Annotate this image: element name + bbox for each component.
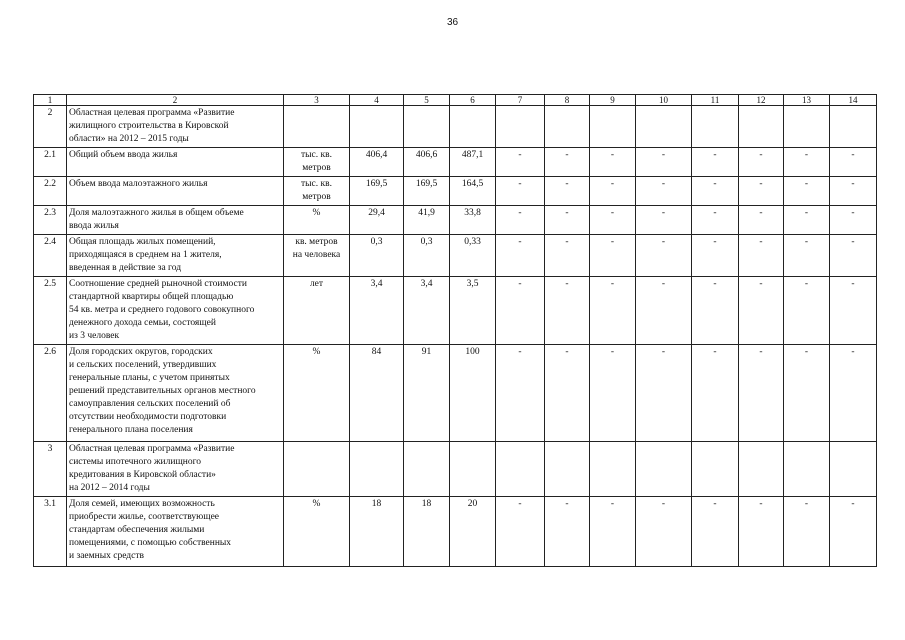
value-cell: - <box>636 277 692 345</box>
value-cell <box>545 442 590 497</box>
value-cell: 487,1 <box>450 148 496 177</box>
value-cell <box>545 106 590 148</box>
value-cell: - <box>784 148 830 177</box>
value-cell: - <box>739 206 784 235</box>
value-cell <box>692 442 739 497</box>
unit-cell <box>284 345 350 442</box>
row-number: 2.1 <box>34 148 67 177</box>
header-cell: 1 <box>34 95 67 106</box>
value-cell: - <box>692 148 739 177</box>
indicators-table <box>33 94 877 567</box>
table-row <box>34 235 877 277</box>
indicator-name-line: приобрести жилье, соответствующее <box>69 512 220 522</box>
unit-line: тыс. кв. <box>301 150 332 160</box>
unit-cell <box>284 442 350 497</box>
value-cell: - <box>496 345 545 442</box>
value-cell <box>496 442 545 497</box>
indicator-name <box>67 345 284 442</box>
indicator-name-line: генеральные планы, с учетом принятых <box>69 373 230 383</box>
table-row <box>34 206 877 235</box>
value-cell <box>636 106 692 148</box>
value-cell: - <box>830 206 877 235</box>
row-number: 3.1 <box>34 497 67 567</box>
unit-line: на человека <box>292 250 341 260</box>
indicator-name-line: отсутствии необходимости подготовки <box>69 412 227 422</box>
value-cell: 3,4 <box>350 277 404 345</box>
value-cell: - <box>830 177 877 206</box>
indicator-name <box>67 177 284 206</box>
indicator-name-line: и сельских поселений, утвердивших <box>69 360 217 370</box>
value-cell: 18 <box>404 497 450 567</box>
table-row <box>34 177 877 206</box>
value-cell: - <box>496 148 545 177</box>
value-cell <box>350 106 404 148</box>
value-cell <box>692 106 739 148</box>
value-cell: - <box>636 235 692 277</box>
value-cell: - <box>636 345 692 442</box>
value-cell: 100 <box>450 345 496 442</box>
value-cell <box>450 106 496 148</box>
unit-line: % <box>312 208 321 218</box>
value-cell: - <box>636 148 692 177</box>
value-cell: - <box>692 177 739 206</box>
value-cell <box>830 106 877 148</box>
value-cell <box>450 442 496 497</box>
indicator-name <box>67 148 284 177</box>
header-row <box>34 95 877 106</box>
value-cell: - <box>590 277 636 345</box>
unit-cell <box>284 177 350 206</box>
indicator-name-line: жилищного строительства в Кировской <box>69 121 229 131</box>
indicator-name-line: денежного дохода семьи, состоящей <box>69 318 216 328</box>
value-cell: 33,8 <box>450 206 496 235</box>
value-cell <box>590 106 636 148</box>
table-row <box>34 106 877 148</box>
unit-line: метров <box>302 192 331 202</box>
value-cell: 0,33 <box>450 235 496 277</box>
row-number: 3 <box>34 442 67 497</box>
value-cell <box>404 106 450 148</box>
indicator-name <box>67 235 284 277</box>
unit-cell <box>284 148 350 177</box>
unit-cell <box>284 235 350 277</box>
page-number: 36 <box>446 17 459 28</box>
indicator-name <box>67 206 284 235</box>
indicator-name-line: генерального плана поселения <box>69 425 193 435</box>
unit-cell <box>284 206 350 235</box>
value-cell: - <box>784 235 830 277</box>
value-cell: - <box>545 277 590 345</box>
unit-cell <box>284 497 350 567</box>
value-cell: - <box>739 235 784 277</box>
value-cell: - <box>692 235 739 277</box>
indicator-name-line: системы ипотечного жилищного <box>69 457 202 467</box>
indicator-name-line: стандартам обеспечения жилыми <box>69 525 205 535</box>
table-row <box>34 148 877 177</box>
value-cell: - <box>545 345 590 442</box>
value-cell: - <box>590 497 636 567</box>
header-cell: 2 <box>67 95 284 106</box>
indicator-name <box>67 497 284 567</box>
value-cell: - <box>692 277 739 345</box>
value-cell <box>830 442 877 497</box>
row-number: 2.5 <box>34 277 67 345</box>
value-cell: - <box>545 497 590 567</box>
indicator-name-line: Областная целевая программа «Развитие <box>69 444 235 454</box>
value-cell <box>784 106 830 148</box>
indicator-name-line: приходящаяся в среднем на 1 жителя, <box>69 250 222 260</box>
unit-cell <box>284 277 350 345</box>
value-cell: - <box>784 497 830 567</box>
indicator-name-line: 54 кв. метра и среднего годового совокупного <box>69 305 255 315</box>
value-cell: - <box>830 235 877 277</box>
header-cell: 11 <box>692 95 739 106</box>
header-cell: 4 <box>350 95 404 106</box>
value-cell: 0,3 <box>404 235 450 277</box>
header-cell: 8 <box>545 95 590 106</box>
value-cell <box>739 106 784 148</box>
indicator-name-line: и заемных средств <box>69 551 144 561</box>
value-cell <box>784 442 830 497</box>
value-cell: 169,5 <box>404 177 450 206</box>
indicator-name-line: Общий объем ввода жилья <box>69 150 178 160</box>
value-cell <box>496 106 545 148</box>
value-cell: - <box>545 206 590 235</box>
value-cell: - <box>830 277 877 345</box>
value-cell: - <box>496 277 545 345</box>
value-cell: 3,4 <box>404 277 450 345</box>
value-cell: - <box>636 177 692 206</box>
value-cell: 41,9 <box>404 206 450 235</box>
value-cell: 91 <box>404 345 450 442</box>
header-cell: 12 <box>739 95 784 106</box>
value-cell: - <box>636 497 692 567</box>
header-cell: 7 <box>496 95 545 106</box>
value-cell: - <box>692 497 739 567</box>
unit-cell <box>284 106 350 148</box>
value-cell: 169,5 <box>350 177 404 206</box>
indicator-name <box>67 106 284 148</box>
indicator-name-line: стандартной квартиры общей площадью <box>69 292 234 302</box>
row-number: 2.3 <box>34 206 67 235</box>
unit-line: тыс. кв. <box>301 179 332 189</box>
unit-line: кв. метров <box>295 237 338 247</box>
value-cell: - <box>739 345 784 442</box>
value-cell: - <box>590 177 636 206</box>
indicator-name-line: решений представительных органов местного <box>69 386 256 396</box>
indicator-name-line: Доля семей, имеющих возможность <box>69 499 215 509</box>
header-cell: 13 <box>784 95 830 106</box>
value-cell <box>739 442 784 497</box>
value-cell: - <box>545 235 590 277</box>
value-cell: 0,3 <box>350 235 404 277</box>
value-cell <box>350 442 404 497</box>
header-cell: 14 <box>830 95 877 106</box>
value-cell: - <box>590 345 636 442</box>
value-cell: - <box>590 206 636 235</box>
value-cell: - <box>739 497 784 567</box>
value-cell: - <box>590 235 636 277</box>
value-cell: - <box>830 345 877 442</box>
value-cell: - <box>636 206 692 235</box>
value-cell: - <box>692 206 739 235</box>
header-cell: 9 <box>590 95 636 106</box>
indicator-name-line: Объем ввода малоэтажного жилья <box>69 179 208 189</box>
value-cell: 18 <box>350 497 404 567</box>
indicator-name-line: самоуправления сельских поселений об <box>69 399 231 409</box>
indicator-name <box>67 277 284 345</box>
table-row <box>34 497 877 567</box>
indicator-name-line: Доля малоэтажного жилья в общем объеме <box>69 208 244 218</box>
value-cell: - <box>739 277 784 345</box>
value-cell: - <box>784 177 830 206</box>
value-cell <box>404 442 450 497</box>
value-cell: 3,5 <box>450 277 496 345</box>
row-number: 2 <box>34 106 67 148</box>
value-cell: - <box>784 277 830 345</box>
value-cell: 20 <box>450 497 496 567</box>
value-cell: 29,4 <box>350 206 404 235</box>
table-row <box>34 277 877 345</box>
row-number: 2.2 <box>34 177 67 206</box>
header-cell: 5 <box>404 95 450 106</box>
indicator-name-line: помещениями, с помощью собственных <box>69 538 232 548</box>
value-cell: - <box>739 148 784 177</box>
value-cell: 164,5 <box>450 177 496 206</box>
indicator-name-line: Доля городских округов, городских <box>69 347 213 357</box>
value-cell: - <box>496 206 545 235</box>
value-cell: - <box>545 148 590 177</box>
indicator-name-line: ввода жилья <box>69 221 119 231</box>
value-cell: - <box>739 177 784 206</box>
indicator-name-line: Областная целевая программа «Развитие <box>69 108 235 118</box>
value-cell: - <box>692 345 739 442</box>
indicator-name-line: Соотношение средней рыночной стоимости <box>69 279 247 289</box>
indicator-name-line: кредитования в Кировской области» <box>69 470 216 480</box>
unit-line: % <box>312 347 321 357</box>
unit-line: лет <box>309 279 324 289</box>
indicator-name-line: Общая площадь жилых помещений, <box>69 237 216 247</box>
value-cell: - <box>496 497 545 567</box>
header-cell: 6 <box>450 95 496 106</box>
unit-line: % <box>312 499 321 509</box>
value-cell: 84 <box>350 345 404 442</box>
value-cell: 406,4 <box>350 148 404 177</box>
value-cell: - <box>496 235 545 277</box>
table-row <box>34 442 877 497</box>
indicator-name-line: на 2012 – 2014 годы <box>69 483 150 493</box>
row-number: 2.4 <box>34 235 67 277</box>
value-cell: - <box>590 148 636 177</box>
value-cell: - <box>830 148 877 177</box>
row-number: 2.6 <box>34 345 67 442</box>
indicator-name <box>67 442 284 497</box>
value-cell: - <box>830 497 877 567</box>
value-cell: - <box>784 345 830 442</box>
header-cell: 10 <box>636 95 692 106</box>
value-cell <box>590 442 636 497</box>
indicator-name-line: из 3 человек <box>69 331 120 341</box>
value-cell: - <box>545 177 590 206</box>
indicator-name-line: введенная в действие за год <box>69 263 182 273</box>
table-row <box>34 345 877 442</box>
value-cell: 406,6 <box>404 148 450 177</box>
header-cell: 3 <box>284 95 350 106</box>
value-cell <box>636 442 692 497</box>
value-cell: - <box>784 206 830 235</box>
value-cell: - <box>496 177 545 206</box>
indicator-name-line: области» на 2012 – 2015 годы <box>69 134 189 144</box>
unit-line: метров <box>302 163 331 173</box>
